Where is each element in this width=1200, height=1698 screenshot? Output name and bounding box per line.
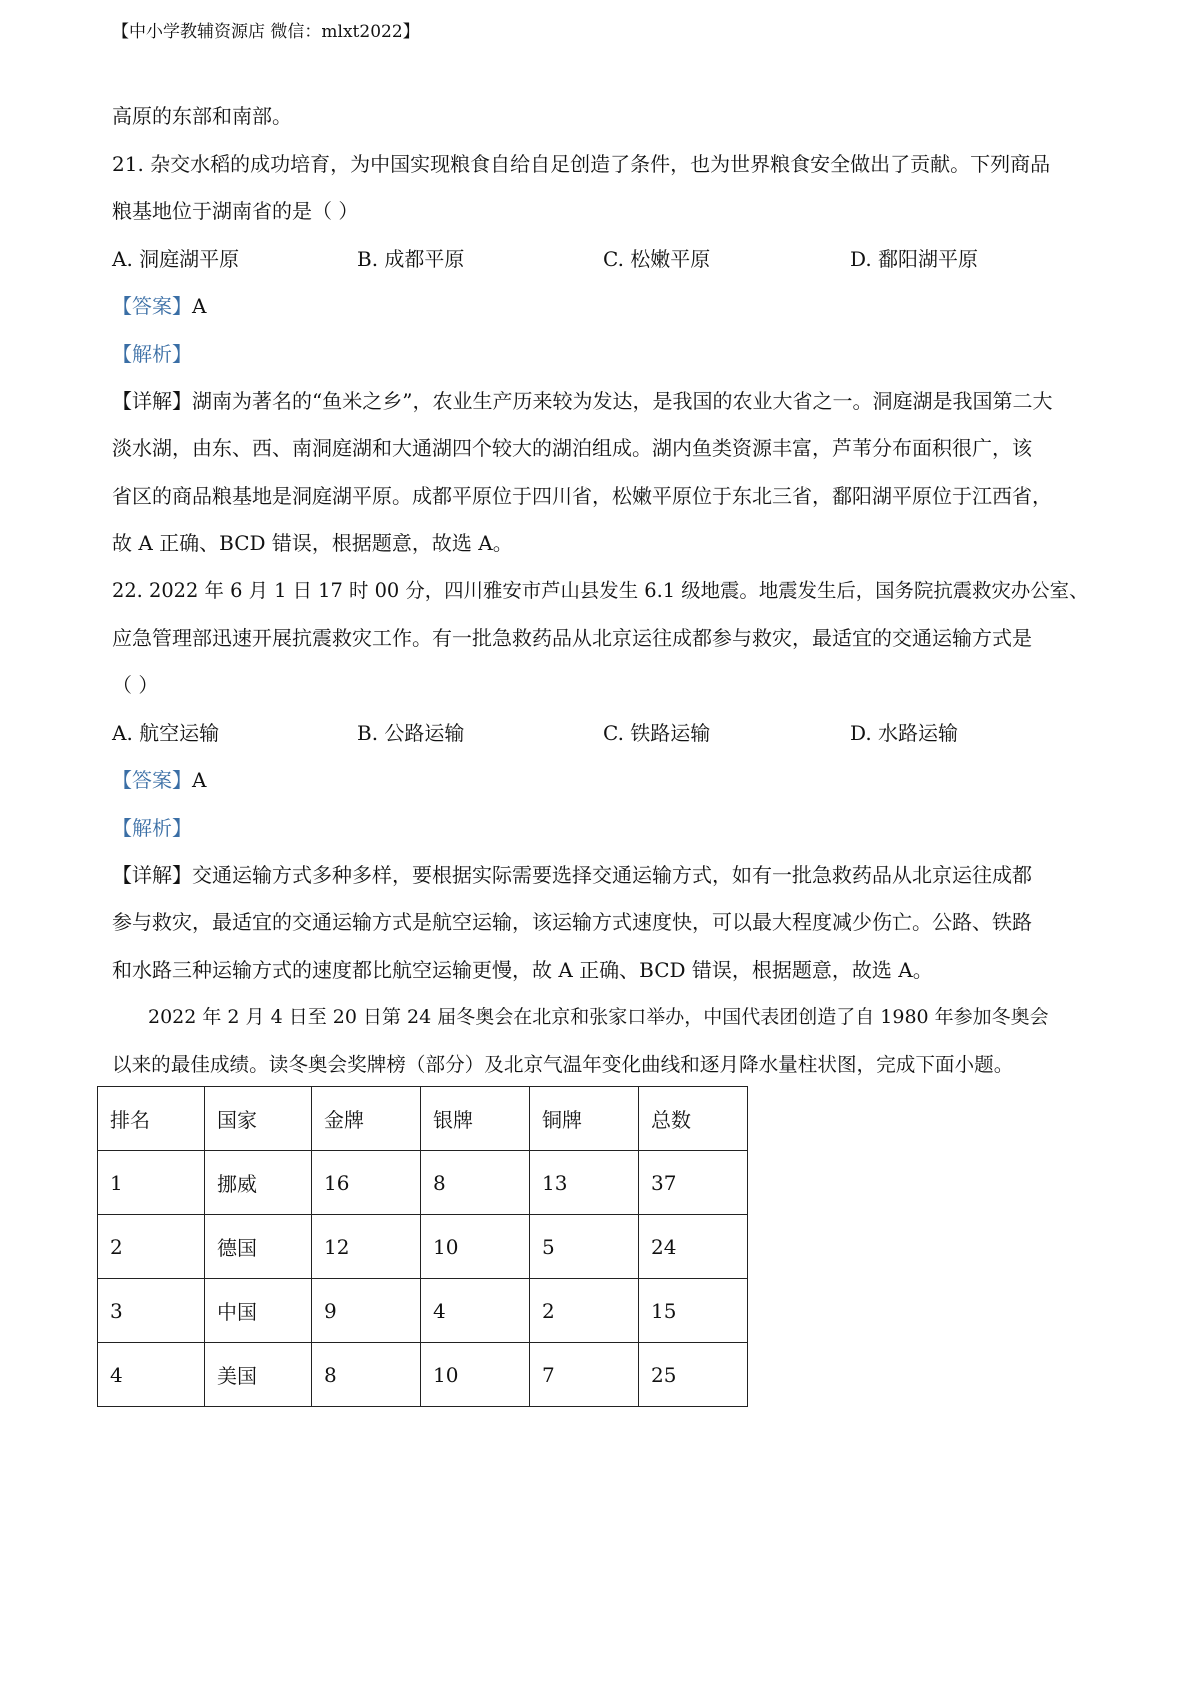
q22-detail-line1 <box>112 863 1032 887</box>
q21-stem-line1: 21. 杂交水稻的成功培育，为中国实现粮食自给自足创造了条件，也为世界粮食安全做出了贡献。下列商品 <box>112 152 1051 176</box>
q22-stem-line2: 应急管理部迅速开展抗震救灾工作。有一批急救药品从北京运往成都参与救灾，最适宜的交通运输方式是 <box>112 626 1032 650</box>
page-header: 【中小学教辅资源店 微信：mlxt2022】 <box>112 22 420 42</box>
q21-detail-line1 <box>112 389 1052 413</box>
table-header-row <box>98 1087 748 1151</box>
detail-label: 【详解】 <box>112 863 192 887</box>
q21-option-b: B. 成都平原 <box>357 247 465 271</box>
table-cell: 9 <box>312 1279 421 1343</box>
table-cell: 4 <box>421 1279 530 1343</box>
q22-detail-line3: 和水路三种运输方式的速度都比航空运输更慢，故 A 正确、BCD 错误，根据题意，故选 A。 <box>112 958 933 982</box>
q22-detail-line2: 参与救灾，最适宜的交通运输方式是航空运输，该运输方式速度快，可以最大程度减少伤亡。公路、铁路 <box>112 910 1032 934</box>
q21-detail-line4: 故 A 正确、BCD 错误，根据题意，故选 A。 <box>112 531 513 555</box>
table-cell: 3 <box>98 1279 205 1343</box>
table-cell: 中国 <box>205 1279 312 1343</box>
continuation-text: 高原的东部和南部。 <box>112 104 292 128</box>
table-cell: 1 <box>98 1151 205 1215</box>
table-cell: 13 <box>530 1151 639 1215</box>
answer-label: 【答案】 <box>112 294 192 318</box>
q22-answer <box>112 768 206 792</box>
table-cell: 16 <box>312 1151 421 1215</box>
q21-detail-line2: 淡水湖，由东、西、南洞庭湖和大通湖四个较大的湖泊组成。湖内鱼类资源丰富，芦苇分布面积很广，该 <box>112 436 1032 460</box>
q21-option-c: C. 松嫩平原 <box>603 247 711 271</box>
table-cell: 挪威 <box>205 1151 312 1215</box>
q21-analysis-label: 【解析】 <box>112 342 192 366</box>
q22-option-a: A. 航空运输 <box>112 721 220 745</box>
table-cell: 4 <box>98 1343 205 1407</box>
table-cell: 5 <box>530 1215 639 1279</box>
medal-table <box>97 1086 748 1407</box>
header-cell: 排名 <box>98 1087 205 1151</box>
table-cell: 24 <box>639 1215 748 1279</box>
q21-stem-line2: 粮基地位于湖南省的是（ ） <box>112 199 359 223</box>
header-cell: 总数 <box>639 1087 748 1151</box>
intro-line1: 2022 年 2 月 4 日至 20 日第 24 届冬奥会在北京和张家口举办，中国代表团创造了自 1980 年参加冬奥会 <box>148 1006 1049 1028</box>
header-cell: 国家 <box>205 1087 312 1151</box>
q21-answer <box>112 294 206 318</box>
table-cell: 37 <box>639 1151 748 1215</box>
table-row <box>98 1279 748 1343</box>
q22-stem-line3: （ ） <box>112 673 159 697</box>
table-row <box>98 1343 748 1407</box>
table-cell: 2 <box>98 1215 205 1279</box>
table-cell: 7 <box>530 1343 639 1407</box>
q22-option-b: B. 公路运输 <box>357 721 465 745</box>
answer-value: A <box>192 294 207 318</box>
header-cell: 铜牌 <box>530 1087 639 1151</box>
table-cell: 德国 <box>205 1215 312 1279</box>
q22-option-d: D. 水路运输 <box>850 721 959 745</box>
table-cell: 15 <box>639 1279 748 1343</box>
table-cell: 12 <box>312 1215 421 1279</box>
answer-label: 【答案】 <box>112 768 192 792</box>
table-row <box>98 1215 748 1279</box>
q21-option-d: D. 鄱阳湖平原 <box>850 247 979 271</box>
detail-text: 交通运输方式多种多样，要根据实际需要选择交通运输方式，如有一批急救药品从北京运往成都 <box>192 863 1032 887</box>
table-cell: 8 <box>421 1151 530 1215</box>
table-cell: 美国 <box>205 1343 312 1407</box>
q21-option-a: A. 洞庭湖平原 <box>112 247 240 271</box>
header-cell: 金牌 <box>312 1087 421 1151</box>
detail-label: 【详解】 <box>112 389 192 413</box>
q22-analysis-label: 【解析】 <box>112 816 192 840</box>
table-cell: 10 <box>421 1343 530 1407</box>
table-cell: 2 <box>530 1279 639 1343</box>
header-cell: 银牌 <box>421 1087 530 1151</box>
table-row <box>98 1151 748 1215</box>
table-cell: 25 <box>639 1343 748 1407</box>
table-cell: 10 <box>421 1215 530 1279</box>
q21-detail-line3: 省区的商品粮基地是洞庭湖平原。成都平原位于四川省，松嫩平原位于东北三省，鄱阳湖平原位于江西省， <box>112 484 1052 508</box>
answer-value: A <box>192 768 207 792</box>
q22-option-c: C. 铁路运输 <box>603 721 711 745</box>
detail-text: 湖南为著名的“鱼米之乡”，农业生产历来较为发达，是我国的农业大省之一。洞庭湖是我国第二大 <box>192 389 1053 413</box>
table-cell: 8 <box>312 1343 421 1407</box>
intro-line2: 以来的最佳成绩。读冬奥会奖牌榜（部分）及北京气温年变化曲线和逐月降水量柱状图，完成下面小题。 <box>112 1053 1014 1076</box>
q22-stem-line1: 22. 2022 年 6 月 1 日 17 时 00 分，四川雅安市芦山县发生 6.1 级地震。地震发生后，国务院抗震救灾办公室、 <box>112 579 1089 602</box>
